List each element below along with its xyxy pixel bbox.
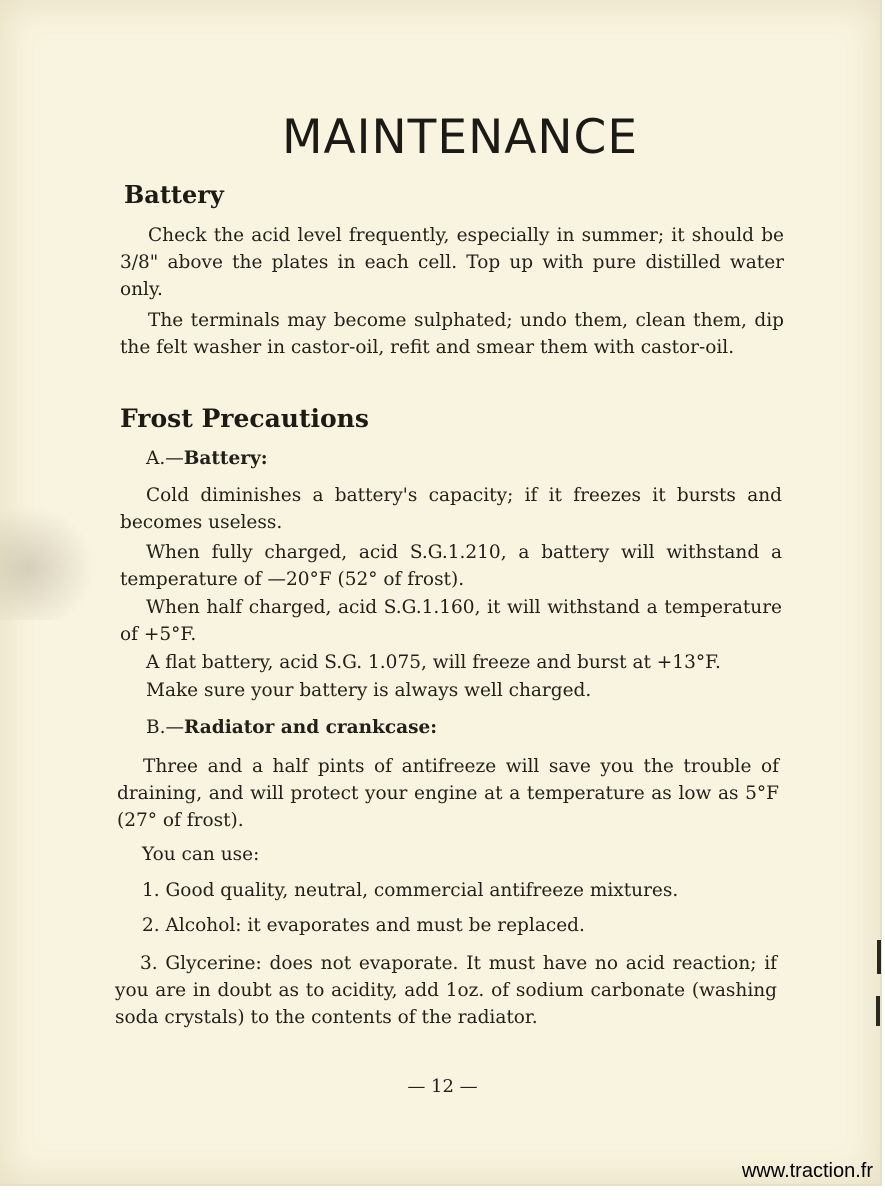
battery-heading: Battery <box>124 180 224 209</box>
frost-battery-paragraph-3: When half charged, acid S.G.1.160, it will withstand a temperature of +5°F. <box>120 597 782 645</box>
margin-mark-lower <box>876 996 880 1026</box>
frost-radiator-subheading <box>146 717 437 738</box>
radiator-paragraph-2: You can use: <box>142 844 260 865</box>
page-stain <box>0 505 95 620</box>
battery-paragraph-2: The terminals may become sulphated; undo them, clean them, dip the felt washer in castor-oil, refit and smear them with castor-oil. <box>120 310 784 358</box>
frost-radiator-prefix: B.— <box>146 717 184 738</box>
frost-battery-paragraph-1: Cold diminishes a battery's capacity; if it freezes it bursts and becomes useless. <box>120 485 782 533</box>
antifreeze-list-item-2: 2. Alcohol: it evaporates and must be replaced. <box>142 915 585 936</box>
radiator-paragraph-1: Three and a half pints of antifreeze will save you the trouble of draining, and will protect your engine at a temperature as low as 5°F (27° of frost). <box>117 756 779 831</box>
margin-mark-upper <box>877 940 881 974</box>
site-watermark: www.traction.fr <box>741 1160 873 1182</box>
frost-battery-paragraph-5: Make sure your battery is always well charged. <box>146 680 592 701</box>
frost-battery-paragraph-2: When fully charged, acid S.G.1.210, a battery will withstand a temperature of —20°F (52° of frost). <box>120 542 782 590</box>
frost-battery-paragraph-4: A flat battery, acid S.G. 1.075, will freeze and burst at +13°F. <box>146 652 721 673</box>
frost-radiator-label: Radiator and crankcase: <box>183 717 438 738</box>
page-number: — 12 — <box>407 1076 478 1097</box>
frost-battery-subheading <box>146 448 268 469</box>
frost-battery-label: Battery: <box>183 448 268 469</box>
frost-precautions-heading: Frost Precautions <box>120 404 369 433</box>
antifreeze-list-item-1: 1. Good quality, neutral, commercial antifreeze mixtures. <box>142 880 679 901</box>
frost-battery-prefix: A.— <box>146 448 184 469</box>
page-title: MAINTENANCE <box>281 110 639 165</box>
antifreeze-list-item-3: 3. Glycerine: does not evaporate. It must have no acid reaction; if you are in doubt as to acidity, add 1oz. of sodium carbonate (washing soda crystals) to the contents of the radiator. <box>115 953 777 1028</box>
battery-paragraph-1: Check the acid level frequently, especially in summer; it should be 3/8" above the plates in each cell. Top up with pure distilled water only. <box>120 225 784 300</box>
